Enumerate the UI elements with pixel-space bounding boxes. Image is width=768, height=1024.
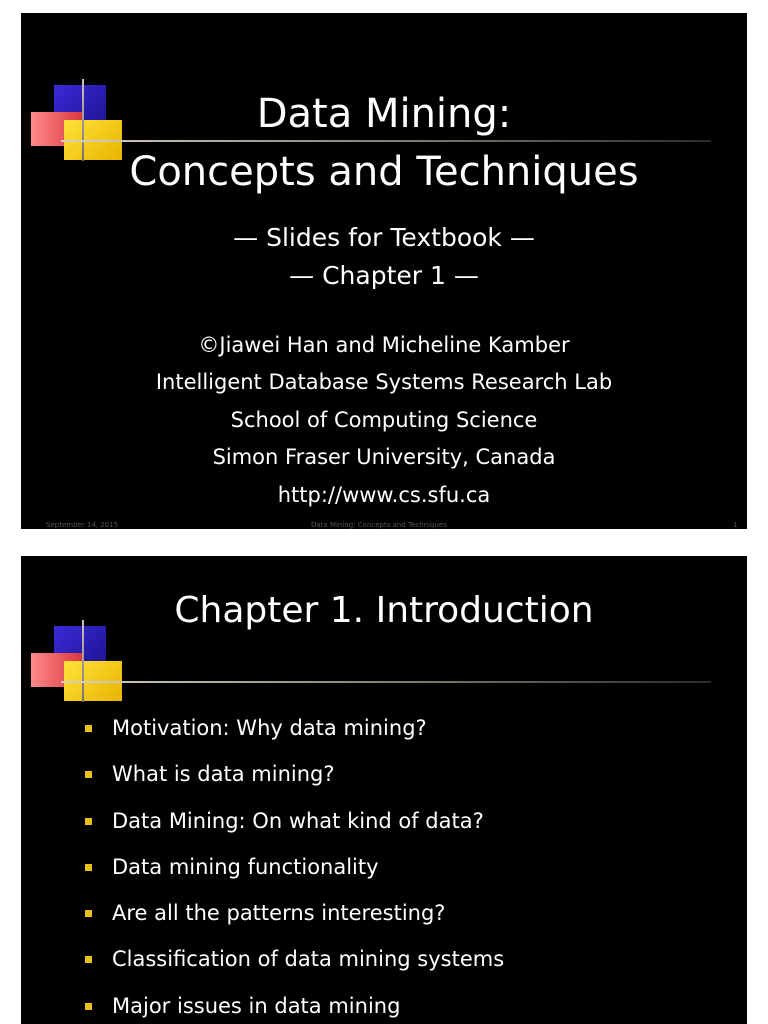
school-text: School of Computing Science xyxy=(230,408,538,432)
list-item-text: Data mining functionality xyxy=(112,854,379,879)
slide-subtitle-line-1: — Slides for Textbook — xyxy=(233,223,535,252)
square-bullet-icon xyxy=(85,725,92,732)
list-item-text: What is data mining? xyxy=(112,762,335,787)
overlapping-squares-logo-icon xyxy=(31,626,126,716)
footer-title: Data Mining: Concepts and Techniques xyxy=(311,521,447,529)
slide-subtitle-line-2: — Chapter 1 — xyxy=(289,261,479,290)
slide-title: Chapter 1. Introduction xyxy=(174,590,594,631)
footer-date: September 14, 2015 xyxy=(46,521,119,529)
square-bullet-icon xyxy=(85,864,92,871)
authors-text: ©Jiawei Han and Micheline Kamber xyxy=(198,333,570,357)
url-text: http://www.cs.sfu.ca xyxy=(277,483,491,507)
list-item-text: Motivation: Why data mining? xyxy=(112,716,427,740)
square-bullet-icon xyxy=(85,1003,92,1010)
university-text: Simon Fraser University, Canada xyxy=(212,445,556,469)
list-item-text: Are all the patterns interesting? xyxy=(112,901,446,926)
square-bullet-icon xyxy=(85,771,92,778)
list-item-text: Classification of data mining systems xyxy=(112,947,505,972)
title-slide xyxy=(21,13,747,529)
square-bullet-icon xyxy=(85,910,92,917)
square-bullet-icon xyxy=(85,956,92,963)
title-divider-line xyxy=(61,681,711,683)
list-item-text: Data Mining: On what kind of data? xyxy=(112,808,484,833)
list-item-text: Major issues in data mining xyxy=(112,993,401,1018)
slide-title-line-2: Concepts and Techniques xyxy=(129,149,639,195)
footer-page-number: 1 xyxy=(733,521,738,529)
square-bullet-icon xyxy=(85,818,92,825)
slide-title-line-1: Data Mining: xyxy=(256,91,512,137)
introduction-slide xyxy=(21,556,747,1024)
lab-text: Intelligent Database Systems Research Lab xyxy=(155,370,613,394)
